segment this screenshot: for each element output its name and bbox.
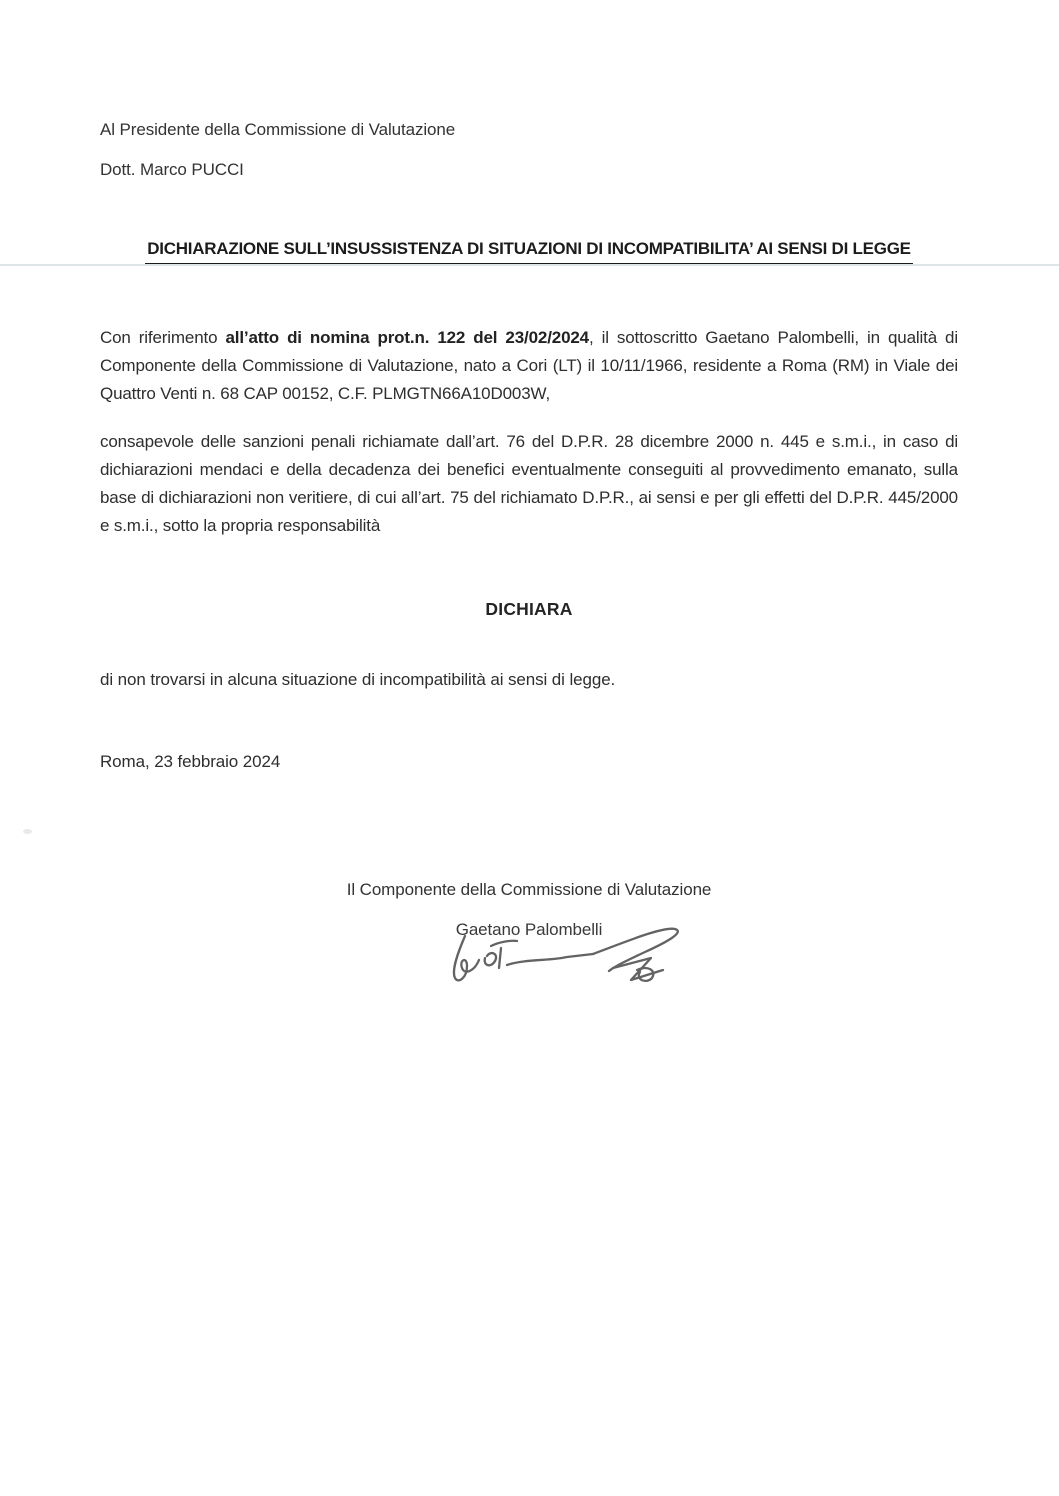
paragraph-nomination-reference: [100, 324, 958, 408]
signatory-role-line: Il Componente della Commissione di Valutazione: [346, 880, 712, 899]
place-and-date-line: Roma, 23 febbraio 2024: [100, 752, 281, 771]
signatory-name: Gaetano Palombelli: [455, 920, 603, 939]
recipient-address-line: Al Presidente della Commissione di Valutazione: [100, 120, 456, 139]
title-row: [100, 237, 958, 266]
paragraph-1-post: , il sottoscritto Gaetano Palombelli, in qualità di Componente della Commissione di Valutazione, nato a Cori (LT) il 10/11/1966, residente a Roma (RM) in Viale dei Quattro Venti n. 68 CAP 00152, C.F. PLMGTN66A10D003W,: [100, 328, 958, 403]
declaration-statement: di non trovarsi in alcuna situazione di incompatibilità ai sensi di legge.: [100, 670, 616, 689]
paragraph-legal-warning: consapevole delle sanzioni penali richiamate dall’art. 76 del D.P.R. 28 dicembre 2000 n. 445 e s.m.i., in caso di dichiarazioni mendaci e della decadenza dei benefici eventualmente conseguiti al provvedimento emanato, sulla base di dichiarazioni non veritiere, di cui all’art. 75 del richiamato D.P.R., ai sensi e per gli effetti del D.P.R. 445/2000 e s.m.i., sotto la propria responsabilità: [100, 432, 958, 535]
paragraph-1-bold-reference: all’atto di nomina prot.n. 122 del 23/02/2024: [225, 328, 589, 347]
handwritten-signature-image: [445, 924, 690, 990]
scan-line-artifact: [0, 264, 1059, 266]
document-title: DICHIARAZIONE SULL’INSUSSISTENZA DI SITUAZIONI DI INCOMPATIBILITA’ AI SENSI DI LEGGE: [145, 237, 913, 266]
declaration-heading: DICHIARA: [485, 599, 573, 619]
scan-speck-artifact: [23, 829, 32, 834]
paragraph-1-pre: Con riferimento: [100, 328, 226, 347]
recipient-name-line: Dott. Marco PUCCI: [100, 160, 244, 179]
